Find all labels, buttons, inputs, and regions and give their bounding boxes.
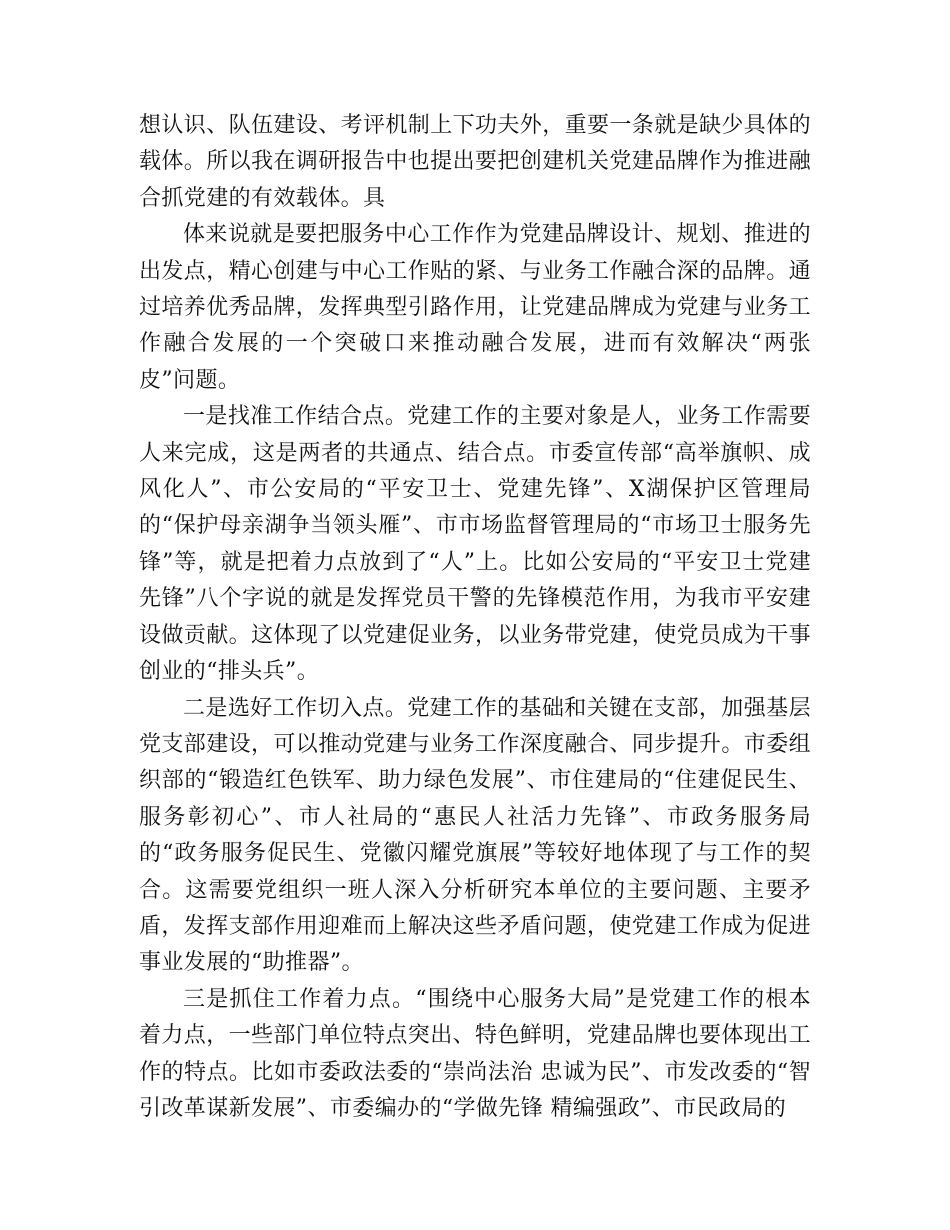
paragraph-point-three: 三是抓住工作着力点。“围绕中心服务大局”是党建工作的根本着力点，一些部门单位特点突出、特色鲜明，党建品牌也要体现出工作的特点。比如市委政法委的“崇尚法治 忠诚为民”、市发改委的“智引改革谋新发展”、市委编办的“学做先锋 精编强政”、市民政局的 <box>139 986 812 1121</box>
document-page <box>139 108 811 1127</box>
paragraph-point-one: 一是找准工作结合点。党建工作的主要对象是人，业务工作需要人来完成，这是两者的共通点、结合点。市委宣传部“高举旗帜、成风化人”、市公安局的“平安卫士、党建先锋”、X湖保护区管理局的“保护母亲湖争当领头雁”、市市场监督管理局的“市场卫士服务先锋”等，就是把着力点放到了“人”上。比如公安局的“平安卫士党建先锋”八个字说的就是发挥党员干警的先锋模范作用，为我市平安建设做贡献。这体现了以党建促业务，以业务带党建，使党员成为干事创业的“排头兵”。 <box>139 404 812 685</box>
paragraph-brand-carrier: 体来说就是要把服务中心工作作为党建品牌设计、规划、推进的出发点，精心创建与中心工作贴的紧、与业务工作融合深的品牌。通过培养优秀品牌，发挥典型引路作用，让党建品牌成为党建与业务工作融合发展的一个突破口来推动融合发展，进而有效解决“两张皮”问题。 <box>139 222 812 393</box>
paragraph-point-two: 二是选好工作切入点。党建工作的基础和关键在支部，加强基层党支部建设，可以推动党建与业务工作深度融合、同步提升。市委组织部的“锻造红色铁军、助力绿色发展”、市住建局的“住建促民生、服务彰初心”、市人社局的“惠民人社活力先锋”、市政务服务局的“政务服务促民生、党徽闪耀党旗展”等较好地体现了与工作的契合。这需要党组织一班人深入分析研究本单位的主要问题、主要矛盾，发挥支部作用迎难而上解决这些矛盾问题，使党建工作成为促进事业发展的“助推器”。 <box>139 695 812 976</box>
paragraph-continuation: 想认识、队伍建设、考评机制上下功夫外，重要一条就是缺少具体的载体。所以我在调研报告中也提出要把创建机关党建品牌作为推进融合抓党建的有效载体。具 <box>139 113 812 211</box>
